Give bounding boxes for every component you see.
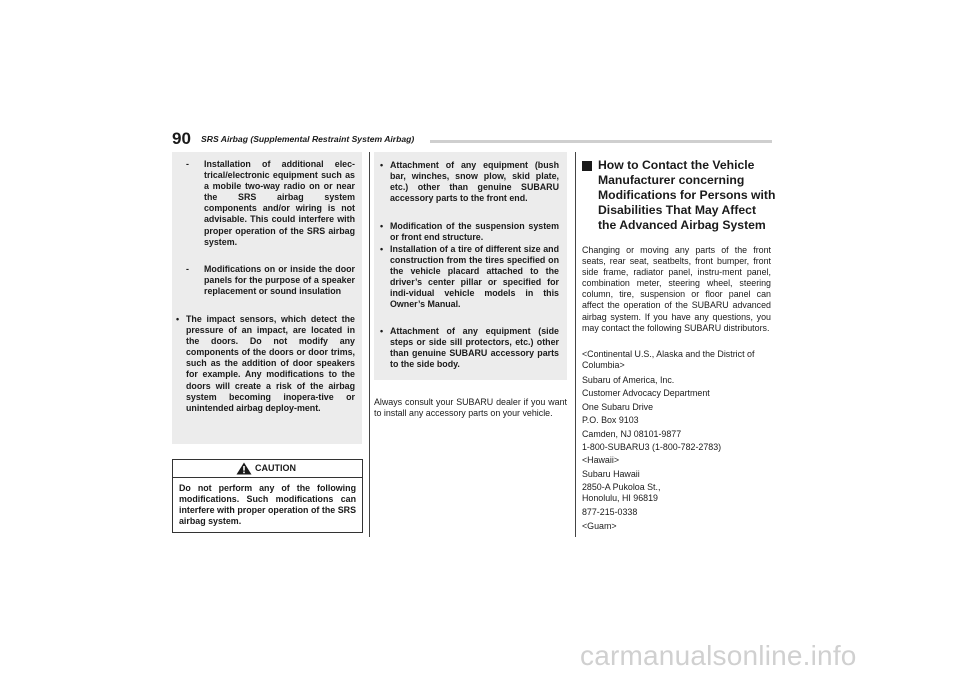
list-item	[186, 264, 355, 310]
region-heading: <Hawaii>	[582, 455, 619, 465]
column-divider	[575, 152, 576, 537]
intro-paragraph: Changing or moving any parts of the front seats, rear seat, seatbelts, front bumper, front side frame, radiator panel, instru-ment panel, combination meter, steering wheel, steering column, tire, suspension or floor panel can affect the operation of the SUBARU advanced airbag system. If you have any questions, you may contact the following SUBARU distributors.	[582, 245, 771, 333]
watermark: carmanualsonline.info	[580, 640, 857, 671]
phone-line: 877-215-0338	[582, 507, 638, 517]
list-item-text: Modifications on or inside the door panels for the purpose of a speaker replacement or sound insulation	[204, 264, 355, 297]
caution-box	[172, 459, 363, 533]
warning-continuation-box-left	[172, 152, 362, 444]
list-item	[186, 159, 355, 259]
list-item-text: Installation of additional elec-trical/electronic equipment such as a mobile two-way radio on or near the SRS airbag system components and/or wiring is not advisable. This could interfere with proper operation of the SRS airbag system.	[204, 159, 355, 247]
dash-marker: -	[186, 159, 189, 169]
dealer-advice-text: Always consult your SUBARU dealer if you want to install any accessory parts on your vehicle.	[374, 397, 567, 419]
heading-text: How to Contact the Vehicle Manufacturer concerning Modifications for Persons with Disabilities That May Affect the Advanced Airbag System	[598, 158, 776, 232]
bullet-icon: •	[380, 160, 384, 170]
page-header	[172, 129, 772, 151]
caution-label: CAUTION	[255, 463, 296, 473]
caution-text: Do not perform any of the following modifications. Such modifications can interfere with proper operation of the SRS airbag system.	[179, 483, 356, 527]
list-item-text: The impact sensors, which detect the pressure of an impact, are located in the doors. Do not modify any components of the doors or door trims, such as the addition of door speakers for example. Any modifications to the doors will create a risk of the airbag system becoming inopera-tive or unintended airbag deploy-ment.	[186, 314, 355, 413]
bullet-icon: •	[380, 221, 384, 231]
bullet-icon: •	[380, 244, 384, 254]
warning-triangle-icon	[236, 462, 252, 475]
dash-marker: -	[186, 264, 189, 274]
address-line: Subaru of America, Inc.	[582, 375, 675, 385]
phone-line: 1-800-SUBARU3 (1-800-782-2783)	[582, 442, 722, 452]
list-item	[380, 244, 559, 324]
region-heading: <Guam>	[582, 521, 617, 531]
bullet-icon: •	[176, 314, 180, 324]
address-line: Subaru Hawaii	[582, 469, 640, 479]
square-bullet-icon	[582, 161, 592, 171]
address-line: Honolulu, HI 96819	[582, 493, 658, 503]
column-divider	[369, 152, 370, 537]
address-line: 2850-A Pukoloa St.,	[582, 482, 661, 492]
list-item-text: Attachment of any equipment (side steps or side sill protectors, etc.) other than genuine SUBARU accessory parts to the side body.	[390, 326, 559, 370]
list-item	[380, 221, 559, 245]
bullet-icon: •	[380, 326, 384, 336]
list-item-text: Attachment of any equipment (bush bar, winches, snow plow, skid plate, etc.) other than genuine SUBARU accessory parts to the front end.	[390, 160, 559, 204]
list-item	[380, 326, 559, 376]
list-item-text: Modification of the suspension system or front end structure.	[390, 221, 559, 243]
header-rule	[430, 140, 772, 143]
list-item-text: Installation of a tire of different size and construction from the tires specified on the vehicle placard attached to the driver’s center pillar or specified for indi-vidual vehicle models in this Owner’s Manual.	[390, 244, 559, 310]
address-line: P.O. Box 9103	[582, 415, 639, 425]
region-heading: <Continental U.S., Alaska and the District of Columbia>	[582, 349, 755, 371]
address-line: One Subaru Drive	[582, 402, 654, 412]
warning-continuation-box-middle	[374, 152, 567, 380]
address-line: Camden, NJ 08101-9877	[582, 429, 682, 439]
section-title: SRS Airbag (Supplemental Restraint System Airbag)	[201, 134, 415, 144]
list-item	[380, 160, 559, 216]
address-line: Customer Advocacy Department	[582, 388, 710, 398]
caution-header	[173, 460, 362, 478]
list-item	[176, 314, 355, 439]
page-number: 90	[172, 129, 191, 148]
